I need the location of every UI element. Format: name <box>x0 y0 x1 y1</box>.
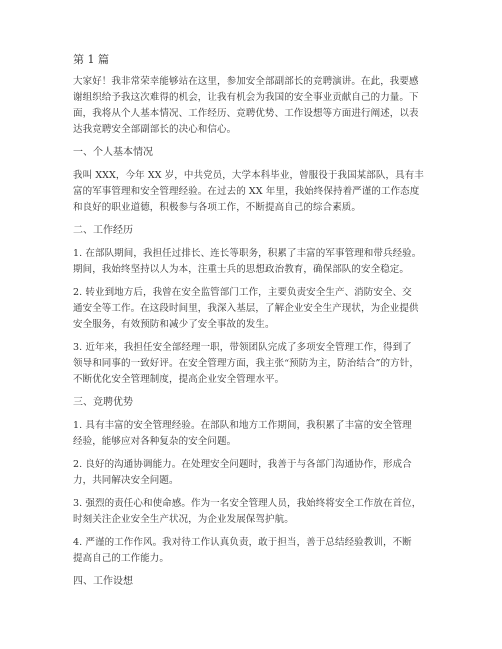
section-heading-work-plan: 四、工作设想 <box>73 576 133 587</box>
section-heading-advantages: 三、竞聘优势 <box>73 397 133 408</box>
personal-info-paragraph: 我叫 XXX，今年 XX 岁，中共党员，大学本科毕业，曾服役于我国某部队，具有丰 富的军事管理和安全管理经验。在过去的 XX 年里，我始终保持着严谨的工作态度 和良好的职业道德，积极参与各项工作，不断提高自己的综合素质。 <box>73 170 424 213</box>
advantage-item-2: 2. 良好的沟通协调能力。在处理安全问题时，我善于与各部门沟通协作，形成合 力，共同解决安全问题。 <box>73 459 412 486</box>
intro-paragraph: 大家好！我非常荣幸能够站在这里，参加安全部副部长的竞聘演讲。在此，我要感 谢组织给予我这次难得的机会，让我有机会为我国的安全事业贡献自己的力量。下 面，我将从个人基本情况、工作经历、竞聘优势、工作设想等方面进行阐述，以表 达我竞聘安全部副部长的决心和信心。 <box>73 76 419 135</box>
advantage-item-3: 3. 强烈的责任心和使命感。作为一名安全管理人员，我始终将安全工作放在首位， 时刻关注企业安全生产状况，为企业发展保驾护航。 <box>73 498 422 525</box>
document-page <box>73 52 433 597</box>
section-heading-personal-info: 一、个人基本情况 <box>73 147 153 158</box>
document-title: 第 1 篇 <box>73 53 109 66</box>
advantage-item-4: 4. 严谨的工作作风。我对待工作认真负责，敢于担当，善于总结经验教训，不断 提高自己的工作能力。 <box>73 537 412 564</box>
work-experience-item-3: 3. 近年来，我担任安全部经理一职，带领团队完成了多项安全管理工作，得到了 领导和同事的一致好评。在安全管理方面，我主张“预防为主，防治结合”的方针， 不断优化安全管理制度，提高企业安全管理水平。 <box>73 342 419 385</box>
work-experience-item-1: 1. 在部队期间，我担任过排长、连长等职务，积累了丰富的军事管理和带兵经验。 期间，我始终坚持以人为本，注重士兵的思想政治教育，确保部队的安全稳定。 <box>73 248 422 275</box>
advantage-item-1: 1. 具有丰富的安全管理经验。在部队和地方工作期间，我积累了丰富的安全管理 经验，能够应对各种复杂的安全问题。 <box>73 420 412 447</box>
section-heading-work-experience: 二、工作经历 <box>73 225 133 236</box>
work-experience-item-2: 2. 转业到地方后，我曾在安全监管部门工作，主要负责安全生产、消防安全、交 通安全等工作。在这段时间里，我深入基层，了解企业安全生产现状，为企业提供 安全服务，有效预防和减少了安全事故的发生。 <box>73 287 419 330</box>
